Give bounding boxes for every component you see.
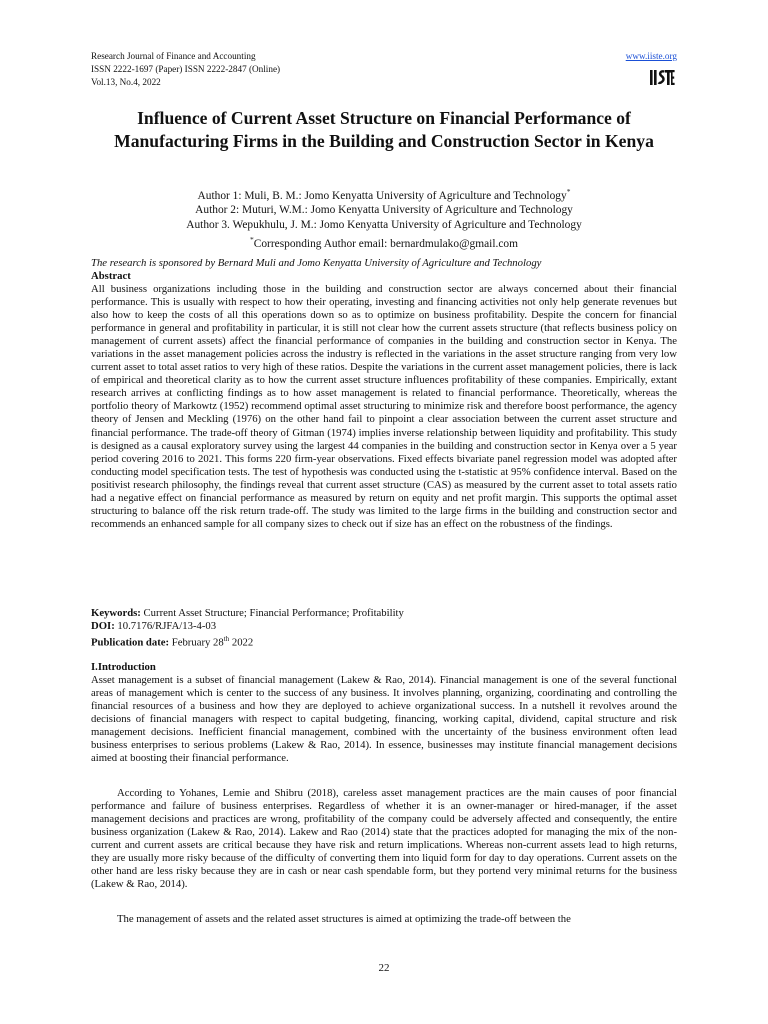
issn-line: ISSN 2222-1697 (Paper) ISSN 2222-2847 (Online): [91, 64, 281, 74]
pub-date-label: Publication date:: [91, 636, 170, 649]
keywords-value: Current Asset Structure; Financial Performance; Profitability: [140, 607, 404, 619]
introduction-heading: I.Introduction: [91, 661, 156, 673]
journal-website-link[interactable]: www.iiste.org: [625, 51, 677, 61]
doi-line: [91, 620, 677, 633]
intro-paragraph-1: Asset management is a subset of financial management (Lakew & Rao, 2014). Financial management is one of the several functional areas of management which is center to the success of any business. It involves planning, organizing, coordinating and controlling the financial resources of a business and how they are deployed to achieve organizational success. In a nutshell it revolves around the decisions of financial managers with respect to capital budgeting, financing, working capital, dividend, capital structure and risk management decisions. Inefficient financial management, combined with the uncertainty of the business environment often lead business enterprises to serious problems (Lakew & Rao, 2014). In essence, businesses may institute financial management decisions aimed at boosting their financial performance.: [91, 674, 677, 765]
author-block: [80, 185, 688, 251]
pub-date-year: 2022: [229, 636, 254, 649]
paper-title: Influence of Current Asset Structure on Financial Performance of Manufacturing Firms in the Building and Construction Sector in Kenya: [114, 108, 654, 151]
volume-line: Vol.13, No.4, 2022: [91, 77, 161, 87]
author-1: Author 1: Muli, B. M.: Jomo Kenyatta University of Agriculture and Technology*: [197, 187, 571, 202]
publication-date-line: [91, 633, 677, 650]
sponsor-note: The research is sponsored by Bernard Muli and Jomo Kenyatta University of Agriculture and Technology: [91, 257, 542, 269]
keywords-line: [91, 607, 677, 620]
doi-label: DOI:: [91, 620, 115, 632]
keywords-label: Keywords:: [91, 607, 141, 619]
journal-name: Research Journal of Finance and Accounting: [91, 51, 256, 61]
intro-paragraph-3: The management of assets and the related asset structures is aimed at optimizing the trade-off between the: [117, 913, 571, 925]
abstract-heading: Abstract: [91, 270, 131, 282]
iiste-logo-icon: [649, 65, 675, 87]
page-header: [91, 50, 677, 94]
abstract-text: All business organizations including those in the building and construction sector are always concerned about their financial performance. This is usually with respect to how their operating, investing and financing activities not only help generate revenues but also how to keep the costs of all this operations down so as to optimize on business profitability. Despite the concern for financial performance in general and profitability in particular, it is still not clear how the current assets structure (that reflects business policy on management of current assets) affect the financial performance of companies in the building and construction sector in Kenya. The variations in the asset management policies across the industry is reflected in the variations in the asset structure ranging from very low current asset to total asset ratios to very high of these ratios. Despite the variations in the current asset management policies, there is lack of empirical and theoretical clarity as to how the current asset structure influences profitability of these companies. Empirically, extant research arrives at conflicting findings as to how asset management is related to financial performance. Theoretically, whereas the portfolio theory of Markowtz (1952) recommend optimal asset structuring to minimize risk and therefore boost performance, the agency theory of Jensen and Meckling (1976) on the other hand fail to pinpoint a clear association between the current asset structure and financial performance. The trade-off theory of Gitman (1974) implies inverse relationship between liquidity and profitability. This study is designed as a causal exploratory survey using the largest 44 companies in the building and construction sector in Kenya over a 5 year period covering 2016 to 2021. This forms 220 firm-year observations. Fixed effects bivariate panel regression model was adopted after conducting model specification tests. The test of hypothesis was conducted using the t-statistic at 95% confidence interval. Based on the positivist research philosophy, the findings reveal that current asset structure (CAS) as measured by the current asset to total assets ratio had a negative effect on financial performance as measured by return on equity and net profit margin. This supports the optimal asset structuring to balance off the risk return trade-off. The study was limited to the large firms in the building and construction sector and recommends an enhanced sample for all company sizes to check out if size has an effect on the robustness of the findings.: [91, 283, 677, 530]
author-1-mark: *: [566, 187, 571, 196]
author-2: Author 2: Muturi, W.M.: Jomo Kenyatta University of Agriculture and Technology: [195, 204, 573, 217]
corresponding-mark: *: [250, 234, 254, 244]
pub-date-sup: th: [223, 635, 230, 643]
intro-paragraph-2: According to Yohanes, Lemie and Shibru (2018), careless asset management practices are the main causes of poor financial performance and failure of business enterprises. Regardless of whether it is an owner-manager or hired-manager, if the asset management decisions and practices are wrong, profitability of the company could be adversely affected and consequently, the entire business organization (Lakew & Rao, 2014). Lakew and Rao (2014) state that the practices adopted for managing the mix of the non-current and current assets are critical because they have risk and return implications. Whereas non-current assets lead to high returns, they are usually more risky because of the difficulty of converting them into liquid form for day to day operations. Current assets on the other hand are less risky because they are in cash or near cash spendable form, but they portend very minimal returns for the business (Lakew & Rao, 2014).: [91, 787, 677, 891]
doi-value: 10.7176/RJFA/13-4-03: [114, 620, 217, 632]
author-3: Author 3. Wepukhulu, J. M.: Jomo Kenyatta University of Agriculture and Technology: [186, 218, 582, 231]
corresponding-author: *Corresponding Author email: bernardmulako@gmail.com: [250, 234, 518, 250]
page-number: 22: [378, 962, 390, 974]
pub-date-value: February 28: [169, 636, 224, 649]
